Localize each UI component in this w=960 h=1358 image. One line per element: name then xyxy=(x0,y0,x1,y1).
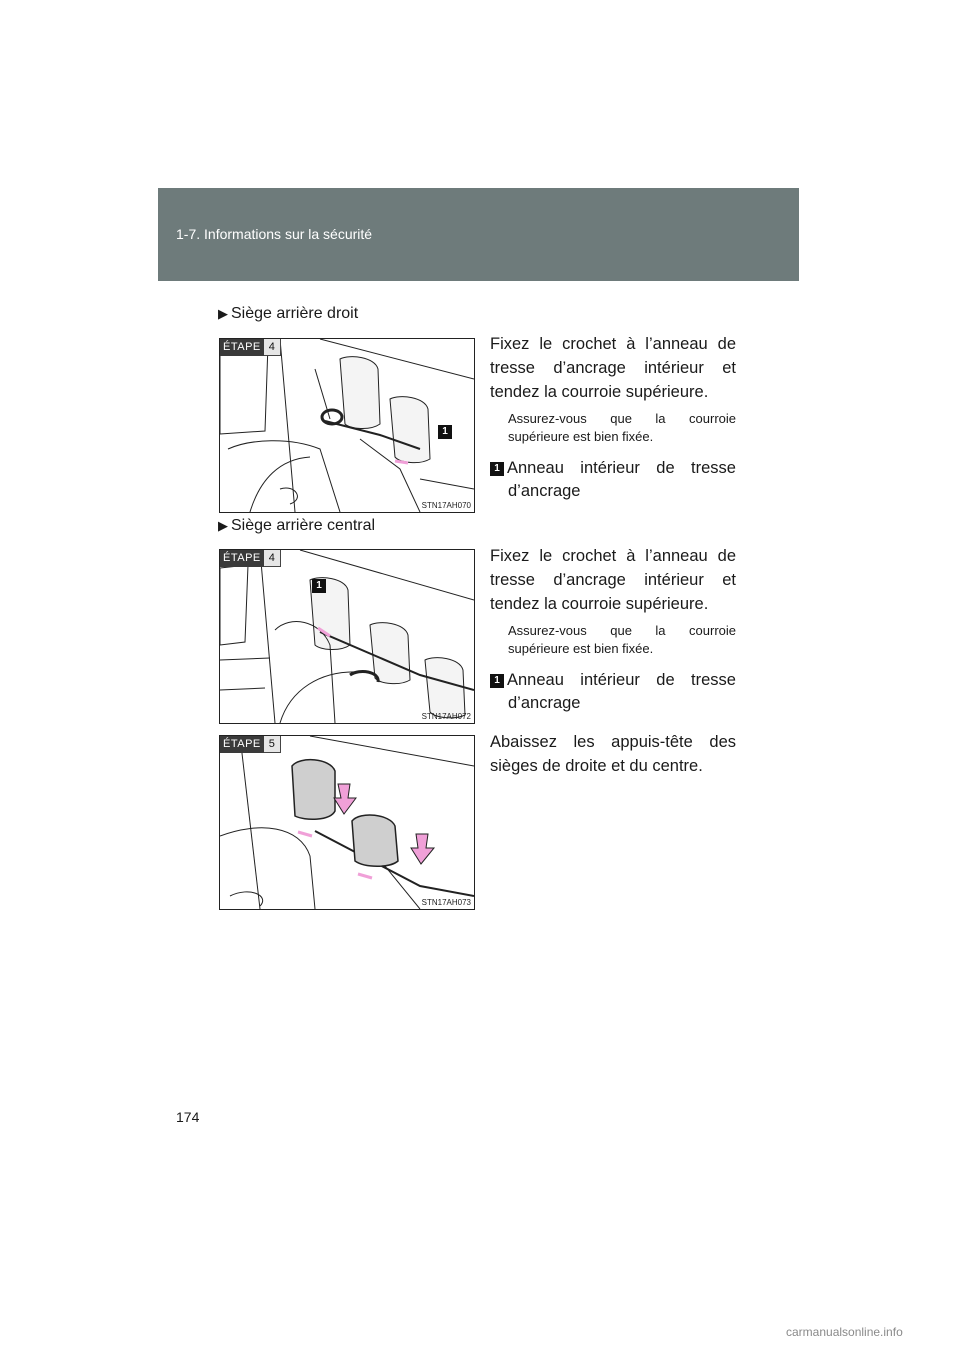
page-number: 174 xyxy=(176,1109,200,1125)
step-badge: ÉTAPE 4 xyxy=(220,339,281,356)
legend-center-seat: 1 Anneau intérieur de tresse d’ancrage xyxy=(490,669,736,715)
subheading-center-seat: ▶ Siège arrière central xyxy=(218,517,376,534)
pink-arrow-icon xyxy=(395,461,408,463)
callout-1: 1 xyxy=(312,579,326,593)
seat-illustration-center xyxy=(220,550,474,723)
step-badge: ÉTAPE 5 xyxy=(220,736,281,753)
headrest-icon xyxy=(292,760,335,820)
subheading-right-seat: ▶ Siège arrière droit xyxy=(218,305,359,322)
figure-code: STN17AH072 xyxy=(421,712,471,721)
figure-code: STN17AH070 xyxy=(421,501,471,510)
headrest-icon xyxy=(352,815,398,866)
legend-number-badge: 1 xyxy=(490,674,504,688)
callout-1: 1 xyxy=(438,425,452,439)
headrest-illustration xyxy=(220,736,474,909)
seat-illustration-right xyxy=(220,339,474,512)
instruction-center-seat: Fixez le crochet à l’anneau de tresse d’ancrage intérieur et tendez la courroie supérieure. xyxy=(490,547,736,613)
instruction-right-seat: Fixez le crochet à l’anneau de tresse d’ancrage intérieur et tendez la courroie supérieure. xyxy=(490,335,736,401)
legend-right-seat: 1 Anneau intérieur de tresse d’ancrage xyxy=(490,457,736,503)
down-arrow-icon xyxy=(334,784,356,814)
legend-number-badge: 1 xyxy=(490,462,504,476)
triangle-bullet-icon: ▶ xyxy=(218,518,228,533)
figure-center-seat xyxy=(219,549,475,724)
pink-arrow-icon xyxy=(358,874,372,878)
triangle-bullet-icon: ▶ xyxy=(218,306,228,321)
step-badge: ÉTAPE 4 xyxy=(220,550,281,567)
figure-headrests xyxy=(219,735,475,910)
figure-right-seat xyxy=(219,338,475,513)
section-title: 1-7. Informations sur la sécurité xyxy=(176,226,373,242)
instruction-headrests: Abaissez les appuis-tête des sièges de droite et du centre. xyxy=(490,733,736,775)
down-arrow-icon xyxy=(411,834,434,864)
pink-arrow-icon xyxy=(298,832,312,836)
figure-code: STN17AH073 xyxy=(421,898,471,907)
watermark: carmanualsonline.info xyxy=(786,1325,903,1339)
note-center-seat: Assurez-vous que la courroie supérieure est bien fixée. xyxy=(508,623,736,656)
note-right-seat: Assurez-vous que la courroie supérieure est bien fixée. xyxy=(508,411,736,444)
